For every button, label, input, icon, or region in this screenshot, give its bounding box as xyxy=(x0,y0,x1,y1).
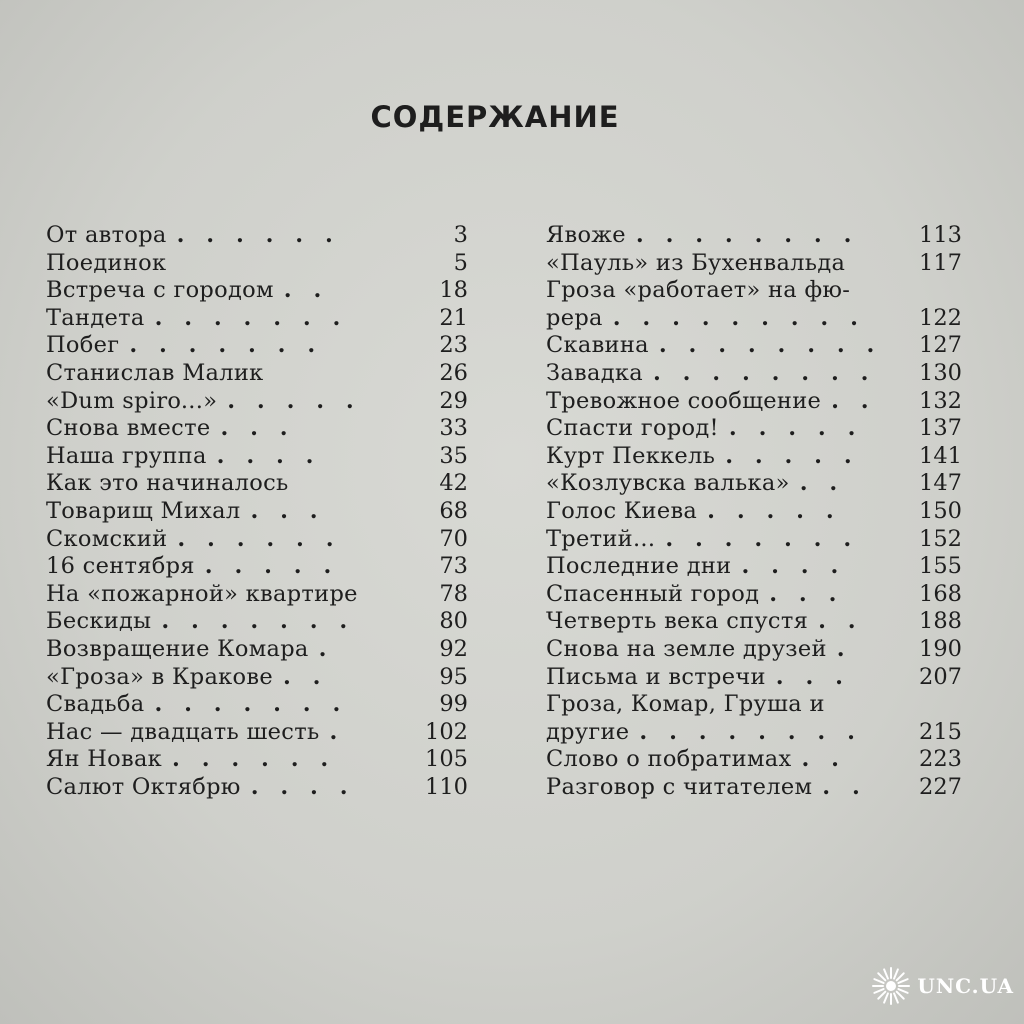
toc-leader-dots: . . . xyxy=(250,497,325,524)
toc-leader-dots: . xyxy=(318,635,334,662)
toc-page-number: 147 xyxy=(919,470,962,497)
toc-entry-title: «Dum spiro...» xyxy=(46,387,218,414)
toc-entry xyxy=(546,526,962,554)
toc-entry xyxy=(546,443,962,471)
toc-entry xyxy=(46,608,468,636)
toc-entry xyxy=(46,415,468,443)
toc-entry xyxy=(546,250,962,278)
watermark-text: UNC.UA xyxy=(917,974,1014,998)
toc-entry-title: Голос Киева xyxy=(546,497,698,524)
toc-leader-dots: . . xyxy=(801,746,846,773)
toc-leader-dots: . . . . . . . . xyxy=(639,718,862,745)
toc-page-number: 155 xyxy=(919,553,962,580)
toc-page-number: 207 xyxy=(919,663,962,690)
toc-entry-title: Спасти город! xyxy=(546,415,719,442)
toc-entry xyxy=(46,332,468,360)
toc-page-number: 168 xyxy=(919,580,962,607)
toc-page-number: 73 xyxy=(439,553,468,580)
toc-entry xyxy=(546,553,962,581)
sunburst-icon xyxy=(869,964,913,1008)
toc-entry-title: Салют Октябрю xyxy=(46,773,241,800)
toc-entry-title: 16 сентября xyxy=(46,553,195,580)
toc-entry-title: На «пожарной» квартире xyxy=(46,580,358,607)
toc-page-number: 141 xyxy=(919,442,962,469)
toc-entry-title: Гроза «работает» на фю- xyxy=(546,277,851,304)
toc-entry xyxy=(46,470,468,498)
toc-entry xyxy=(46,222,468,250)
toc-page-number: 152 xyxy=(919,525,962,552)
toc-leader-dots: . . . . . . xyxy=(176,222,340,248)
toc-entry xyxy=(546,277,962,305)
toc-entry-title: Тандета xyxy=(46,304,145,331)
toc-entry xyxy=(46,664,468,692)
toc-leader-dots: . . . . . . . xyxy=(154,691,348,718)
toc-leader-dots: . . . . . . . . xyxy=(652,359,876,386)
toc-entry xyxy=(46,719,468,747)
toc-page-number: 80 xyxy=(439,608,468,635)
toc-leader-dots: . . xyxy=(282,663,328,690)
toc-entry xyxy=(46,746,468,774)
toc-entry-title: Четверть века спустя xyxy=(546,608,809,635)
toc-entry xyxy=(46,774,468,802)
toc-entry xyxy=(46,553,468,581)
toc-page-number: 110 xyxy=(425,773,468,800)
toc-entry xyxy=(546,332,962,360)
toc-leader-dots: . . . . . . . xyxy=(129,332,323,359)
toc-leader-dots: . . . . . . . . . xyxy=(612,304,865,331)
toc-page-number: 105 xyxy=(425,746,468,773)
toc-page-number: 215 xyxy=(919,718,962,745)
toc-entry-title: «Пауль» из Бухенвальда xyxy=(546,249,846,276)
toc-entry xyxy=(46,388,468,416)
toc-leader-dots: . . xyxy=(283,277,329,304)
toc-page-number: 99 xyxy=(439,691,468,718)
toc-page-number: 18 xyxy=(439,277,468,304)
toc-leader-dots: . . . . . xyxy=(227,387,361,414)
toc-entry-title: Явоже xyxy=(546,222,626,248)
toc-entry-title: Скавина xyxy=(546,332,649,359)
toc-leader-dots: . . xyxy=(822,773,867,800)
toc-entry xyxy=(546,774,962,802)
toc-page-number: 92 xyxy=(439,635,468,662)
toc-entry-title: Скомский xyxy=(46,525,168,552)
toc-entry-title: Как это начиналось xyxy=(46,470,289,497)
toc-page-number: 21 xyxy=(439,304,468,331)
toc-entry-title: Возвращение Комара xyxy=(46,635,309,662)
toc-page-number: 190 xyxy=(919,635,962,662)
toc-leader-dots: . . . . . xyxy=(707,497,841,524)
toc-page-number: 95 xyxy=(439,663,468,690)
toc-entry xyxy=(546,608,962,636)
toc-leader-dots: . . . xyxy=(775,663,850,690)
toc-left-column xyxy=(46,222,468,801)
toc-entry xyxy=(546,305,962,333)
toc-page-number: 102 xyxy=(425,718,468,745)
toc-page-number: 130 xyxy=(919,359,962,386)
toc-entry xyxy=(46,526,468,554)
toc-leader-dots: . . . xyxy=(769,580,844,607)
toc-leader-dots: . . . . . . xyxy=(177,525,341,552)
toc-entry xyxy=(46,305,468,333)
toc-page-number: 188 xyxy=(919,608,962,635)
toc-entry xyxy=(546,636,962,664)
toc-entry xyxy=(546,415,962,443)
toc-page-number: 26 xyxy=(439,359,468,386)
watermark xyxy=(869,966,1014,1006)
toc-page-number: 23 xyxy=(439,332,468,359)
toc-page-number: 5 xyxy=(453,249,468,276)
toc-leader-dots: . . . . . xyxy=(725,442,859,469)
toc-entry-title: другие xyxy=(546,718,630,745)
toc-leader-dots: . . . . . . . . xyxy=(635,222,859,248)
toc-leader-dots: . . . . . xyxy=(204,553,339,580)
toc-entry xyxy=(46,277,468,305)
toc-page-number: 127 xyxy=(919,332,962,359)
toc-leader-dots: . xyxy=(836,635,852,662)
toc-entry xyxy=(46,691,468,719)
toc-entry-title: Завадка xyxy=(546,359,643,386)
toc-entry-title: Курт Пеккель xyxy=(546,442,716,469)
toc-leader-dots: . . . . xyxy=(250,773,355,800)
toc-entry-title: Встреча с городом xyxy=(46,277,274,304)
toc-entry-title: Свадьба xyxy=(46,691,145,718)
toc-leader-dots: . . . . . xyxy=(728,415,863,442)
toc-leader-dots: . . . xyxy=(220,415,295,442)
toc-entry-title: Третий... xyxy=(546,525,656,552)
toc-page-number: 42 xyxy=(439,470,468,497)
toc-entry xyxy=(546,498,962,526)
toc-entry-title: рера xyxy=(546,304,603,331)
toc-entry xyxy=(46,443,468,471)
toc-entry xyxy=(46,360,468,388)
toc-entry xyxy=(46,636,468,664)
toc-page-number: 33 xyxy=(439,415,468,442)
toc-entry xyxy=(546,691,962,719)
toc-entry xyxy=(546,470,962,498)
toc-leader-dots: . . . . . . xyxy=(172,746,336,773)
toc-page-number: 122 xyxy=(919,304,962,331)
toc-leader-dots: . . xyxy=(831,387,876,414)
toc-page-number: 3 xyxy=(453,222,468,248)
toc-page-number: 137 xyxy=(919,415,962,442)
toc-entry-title: Разговор с читателем xyxy=(546,773,813,800)
toc-entry-title: Наша группа xyxy=(46,442,207,469)
toc-entry-title: «Козлувска валька» xyxy=(546,470,790,497)
toc-entry-title: Бескиды xyxy=(46,608,152,635)
toc-page-number: 132 xyxy=(919,387,962,414)
toc-entry-title: Товарищ Михал xyxy=(46,497,241,524)
toc-entry-title: Последние дни xyxy=(546,553,732,580)
toc-leader-dots: . xyxy=(329,718,345,745)
toc-entry-title: «Гроза» в Кракове xyxy=(46,663,273,690)
toc-page-number: 70 xyxy=(439,525,468,552)
toc-entry-title: Побег xyxy=(46,332,120,359)
toc-page-number: 223 xyxy=(919,746,962,773)
toc-entry-title: Поединок xyxy=(46,249,167,276)
toc-leader-dots: . . . . . . . xyxy=(665,525,859,552)
toc-entry-title: Спасенный город xyxy=(546,580,760,607)
toc-entry-title: Письма и встречи xyxy=(546,663,766,690)
toc-leader-dots: . . . . xyxy=(741,553,846,580)
toc-entry-title: Нас — двадцать шесть xyxy=(46,718,320,745)
toc-page-number: 117 xyxy=(919,249,962,276)
toc-entry xyxy=(46,498,468,526)
toc-entry xyxy=(546,746,962,774)
toc-entry xyxy=(546,581,962,609)
toc-leader-dots: . . xyxy=(799,470,845,497)
toc-entry-title: Слово о побратимах xyxy=(546,746,792,773)
toc-page-number: 68 xyxy=(439,497,468,524)
toc-entry-title: Ян Новак xyxy=(46,746,163,773)
toc-entry xyxy=(546,719,962,747)
toc-entry-title: Станислав Малик xyxy=(46,359,264,386)
toc-leader-dots: . . xyxy=(818,608,863,635)
toc-page-number: 35 xyxy=(439,442,468,469)
toc-leader-dots: . . . . . . . . xyxy=(658,332,882,359)
toc-entry xyxy=(546,388,962,416)
toc-entry-title: Снова на земле друзей xyxy=(546,635,827,662)
toc-entry-title: Тревожное сообщение xyxy=(546,387,822,414)
toc-entry xyxy=(46,581,468,609)
toc-right-column xyxy=(546,222,962,801)
toc-page-number: 29 xyxy=(439,387,468,414)
toc-entry xyxy=(46,250,468,278)
toc-page-number: 113 xyxy=(919,222,962,248)
toc-entry-title: Гроза, Комар, Груша и xyxy=(546,691,825,718)
toc-entry xyxy=(546,360,962,388)
toc-entry-title: Снова вместе xyxy=(46,415,211,442)
toc-entry xyxy=(546,222,962,250)
toc-page-number: 150 xyxy=(919,497,962,524)
toc-entry xyxy=(546,664,962,692)
toc-leader-dots: . . . . . . . xyxy=(154,304,348,331)
toc-page-number: 227 xyxy=(919,773,962,800)
toc-leader-dots: . . . . xyxy=(216,442,321,469)
toc-entry-title: От автора xyxy=(46,222,167,248)
page-title: СОДЕРЖАНИЕ xyxy=(370,100,620,134)
toc-page-number: 78 xyxy=(439,580,468,607)
toc-leader-dots: . . . . . . . xyxy=(161,608,355,635)
